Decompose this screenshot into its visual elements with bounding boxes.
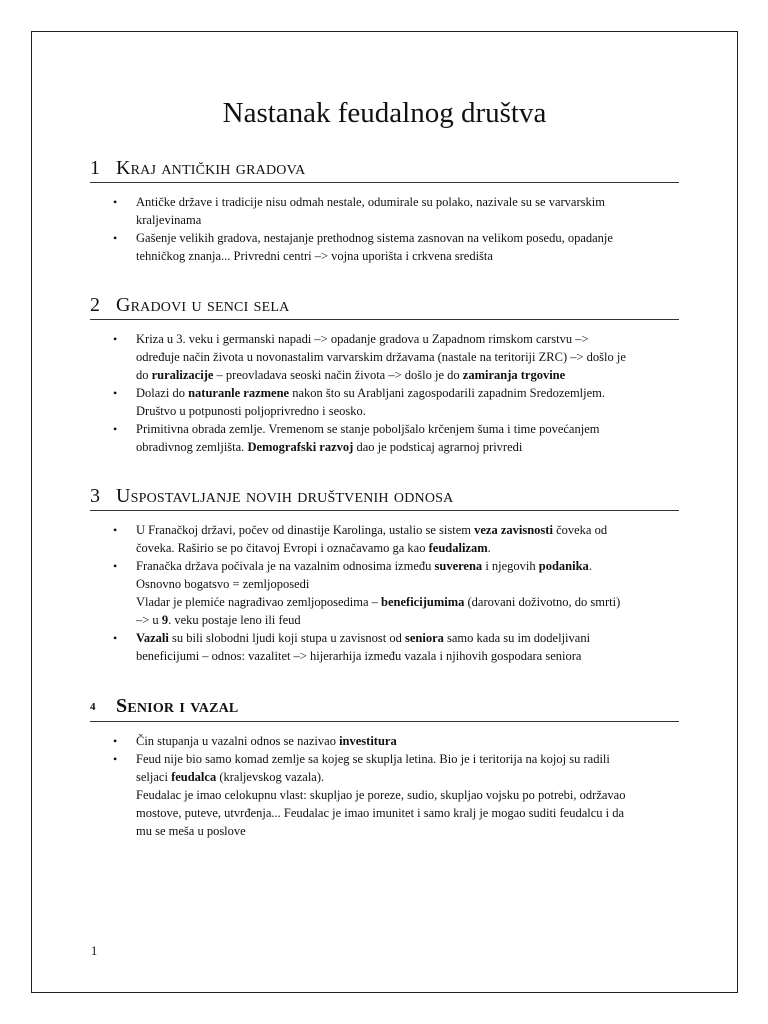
text-line [136,330,679,348]
bold-term: feudalca [171,770,217,785]
text-segment: (darovani doživotno, do smrti) [464,595,621,609]
text-segment: čoveka. Raširio se po čitavoj Evropi i označavamo ga kao [136,541,429,555]
bullet-list [90,521,679,665]
bold-term: 9 [161,613,169,627]
text-segment: određuje način života u novonastalim varvarskim državama (nastale na teritoriji ZRC) –> došlo je [136,350,626,364]
text-line [136,247,679,265]
section-2 [90,293,679,456]
text-segment: kraljevinama [136,213,202,227]
text-segment: beneficijumi – odnos: vazalitet –> hijerarhija između vazala i njihovih gospodara seniora [136,649,582,663]
text-segment: do [136,368,152,382]
bullet-item [136,229,679,265]
bullet-list [90,330,679,456]
bullet-item [136,629,679,665]
text-line [136,750,679,768]
text-segment: Feudalac je imao celokupnu vlast: skupljao je poreze, sudio, skupljao vojsku po potrebi, održavao [136,788,626,803]
text-line [136,593,679,611]
section-number: 1 [90,157,101,179]
section-1 [90,156,679,265]
text-segment: Društvo u potpunosti poljoprivredno i seosko. [136,404,366,418]
section-number: 4 [90,701,96,714]
text-line [136,786,679,804]
text-segment: seljaci [136,770,172,785]
page-title: Nastanak feudalnog društva [222,97,547,129]
bold-term: zamiranja trgovine [462,368,566,382]
text-segment: čoveka od [552,523,608,537]
text-line [136,822,679,840]
text-segment: Čin stupanja u vazalni odnos se nazivao [136,734,340,749]
bullet-item [136,557,679,629]
bullet-item [136,420,679,456]
section-heading [90,156,679,183]
section-title: Uspostavljanje novih društvenih odnosa [116,485,454,507]
bold-term: Demografski razvoj [247,440,354,454]
bullet-item [136,384,679,420]
section-heading [90,694,679,722]
text-segment: nakon što su Arabljani zagospodarili zapadnim Sredozemljem. [289,386,606,400]
text-line [136,211,679,229]
text-segment: i njegovih [482,559,539,573]
text-segment: tehničkog znanja... Privredni centri –> vojna uporišta i crkvena središta [136,249,493,263]
text-line [136,193,679,211]
section-title: Senior i vazal [116,695,239,717]
bullet-item [136,193,679,229]
bullet-list [90,193,679,265]
section-number: 2 [90,294,101,316]
text-segment: Antičke države i tradicije nisu odmah nestale, odumirale su polako, nazivale su se varvarskim [136,195,605,209]
text-line [136,575,679,593]
text-line [136,229,679,247]
bold-term: naturanle razmene [188,386,290,400]
bold-term: veza zavisnosti [474,523,553,537]
section-title: Kraj antičkih gradova [116,157,306,179]
text-segment: Franačka država počivala je na vazalnim odnosima između [136,559,435,573]
text-segment: samo kada su im dodeljivani [443,631,591,645]
text-segment: obradivnog zemljišta. [136,440,248,454]
section-3 [90,484,679,665]
text-line [136,611,679,629]
text-line [136,647,679,665]
bullet-item [136,732,679,750]
text-segment: U Franačkoj državi, počev od dinastije Karolinga, ustalio se sistem [136,523,475,537]
bold-term: investitura [339,734,397,749]
bullet-item [136,521,679,557]
bold-term: podanika [538,559,589,573]
text-segment: Dolazi do [136,386,189,400]
text-segment: . veku postaje leno ili feud [168,613,301,627]
text-segment: Gašenje velikih gradova, nestajanje prethodnog sistema zasnovan na velikom posedu, opadanje [136,231,613,245]
text-line [136,629,679,647]
text-line [136,348,679,366]
text-segment: mostove, puteve, utvrđenja... Feudalac je imao imunitet i samo kralj je mogao suditi feudalcu i da [136,806,625,821]
bold-term: ruralizacije [151,368,214,382]
text-segment: dao je podsticaj agrarnoj privredi [353,440,523,454]
text-line [136,768,679,786]
page-number: 1 [91,944,98,958]
bullet-list [90,732,679,840]
bold-term: beneficijumima [381,595,465,609]
text-line [136,539,679,557]
text-segment: (kraljevskog vazala). [216,770,325,785]
text-line [136,732,679,750]
text-segment: Osnovno bogatsvo = zemljoposedi [136,577,310,591]
section-title: Gradovi u senci sela [116,294,290,316]
bullet-item [136,750,679,840]
bold-term: seniora [405,631,444,645]
text-segment: Vladar je plemiće nagrađivao zemljoposedima – [136,595,382,609]
bold-term: Vazali [136,631,169,645]
bold-term: suverena [434,559,483,573]
text-segment: . [588,559,592,573]
text-segment: Kriza u 3. veku i germanski napadi –> opadanje gradova u Zapadnom rimskom carstvu –> [136,332,589,346]
section-heading [90,484,679,511]
text-segment: . [487,541,491,555]
text-line [136,366,679,384]
text-segment: mu se meša u poslove [136,824,246,839]
text-segment: – preovladava seoski način života –> došlo je do [213,368,463,382]
document-page [31,31,738,993]
bullet-item [136,330,679,384]
text-line [136,402,679,420]
section-number: 3 [90,485,101,507]
text-line [136,521,679,539]
text-segment: su bili slobodni ljudi koji stupa u zavisnost od [168,631,405,645]
text-segment: Primitivna obrada zemlje. Vremenom se stanje poboljšalo krčenjem šuma i time povećanjem [136,422,600,436]
text-line [136,384,679,402]
text-line [136,804,679,822]
section-4 [90,694,679,840]
text-line [136,438,679,456]
text-line [136,420,679,438]
section-heading [90,293,679,320]
bold-term: feudalizam [428,541,488,555]
text-segment: Feud nije bio samo komad zemlje sa kojeg se skupljа letina. Bio je i teritorija na kojoj su radili [136,752,610,767]
text-line [136,557,679,575]
text-segment: –> u [136,613,162,627]
